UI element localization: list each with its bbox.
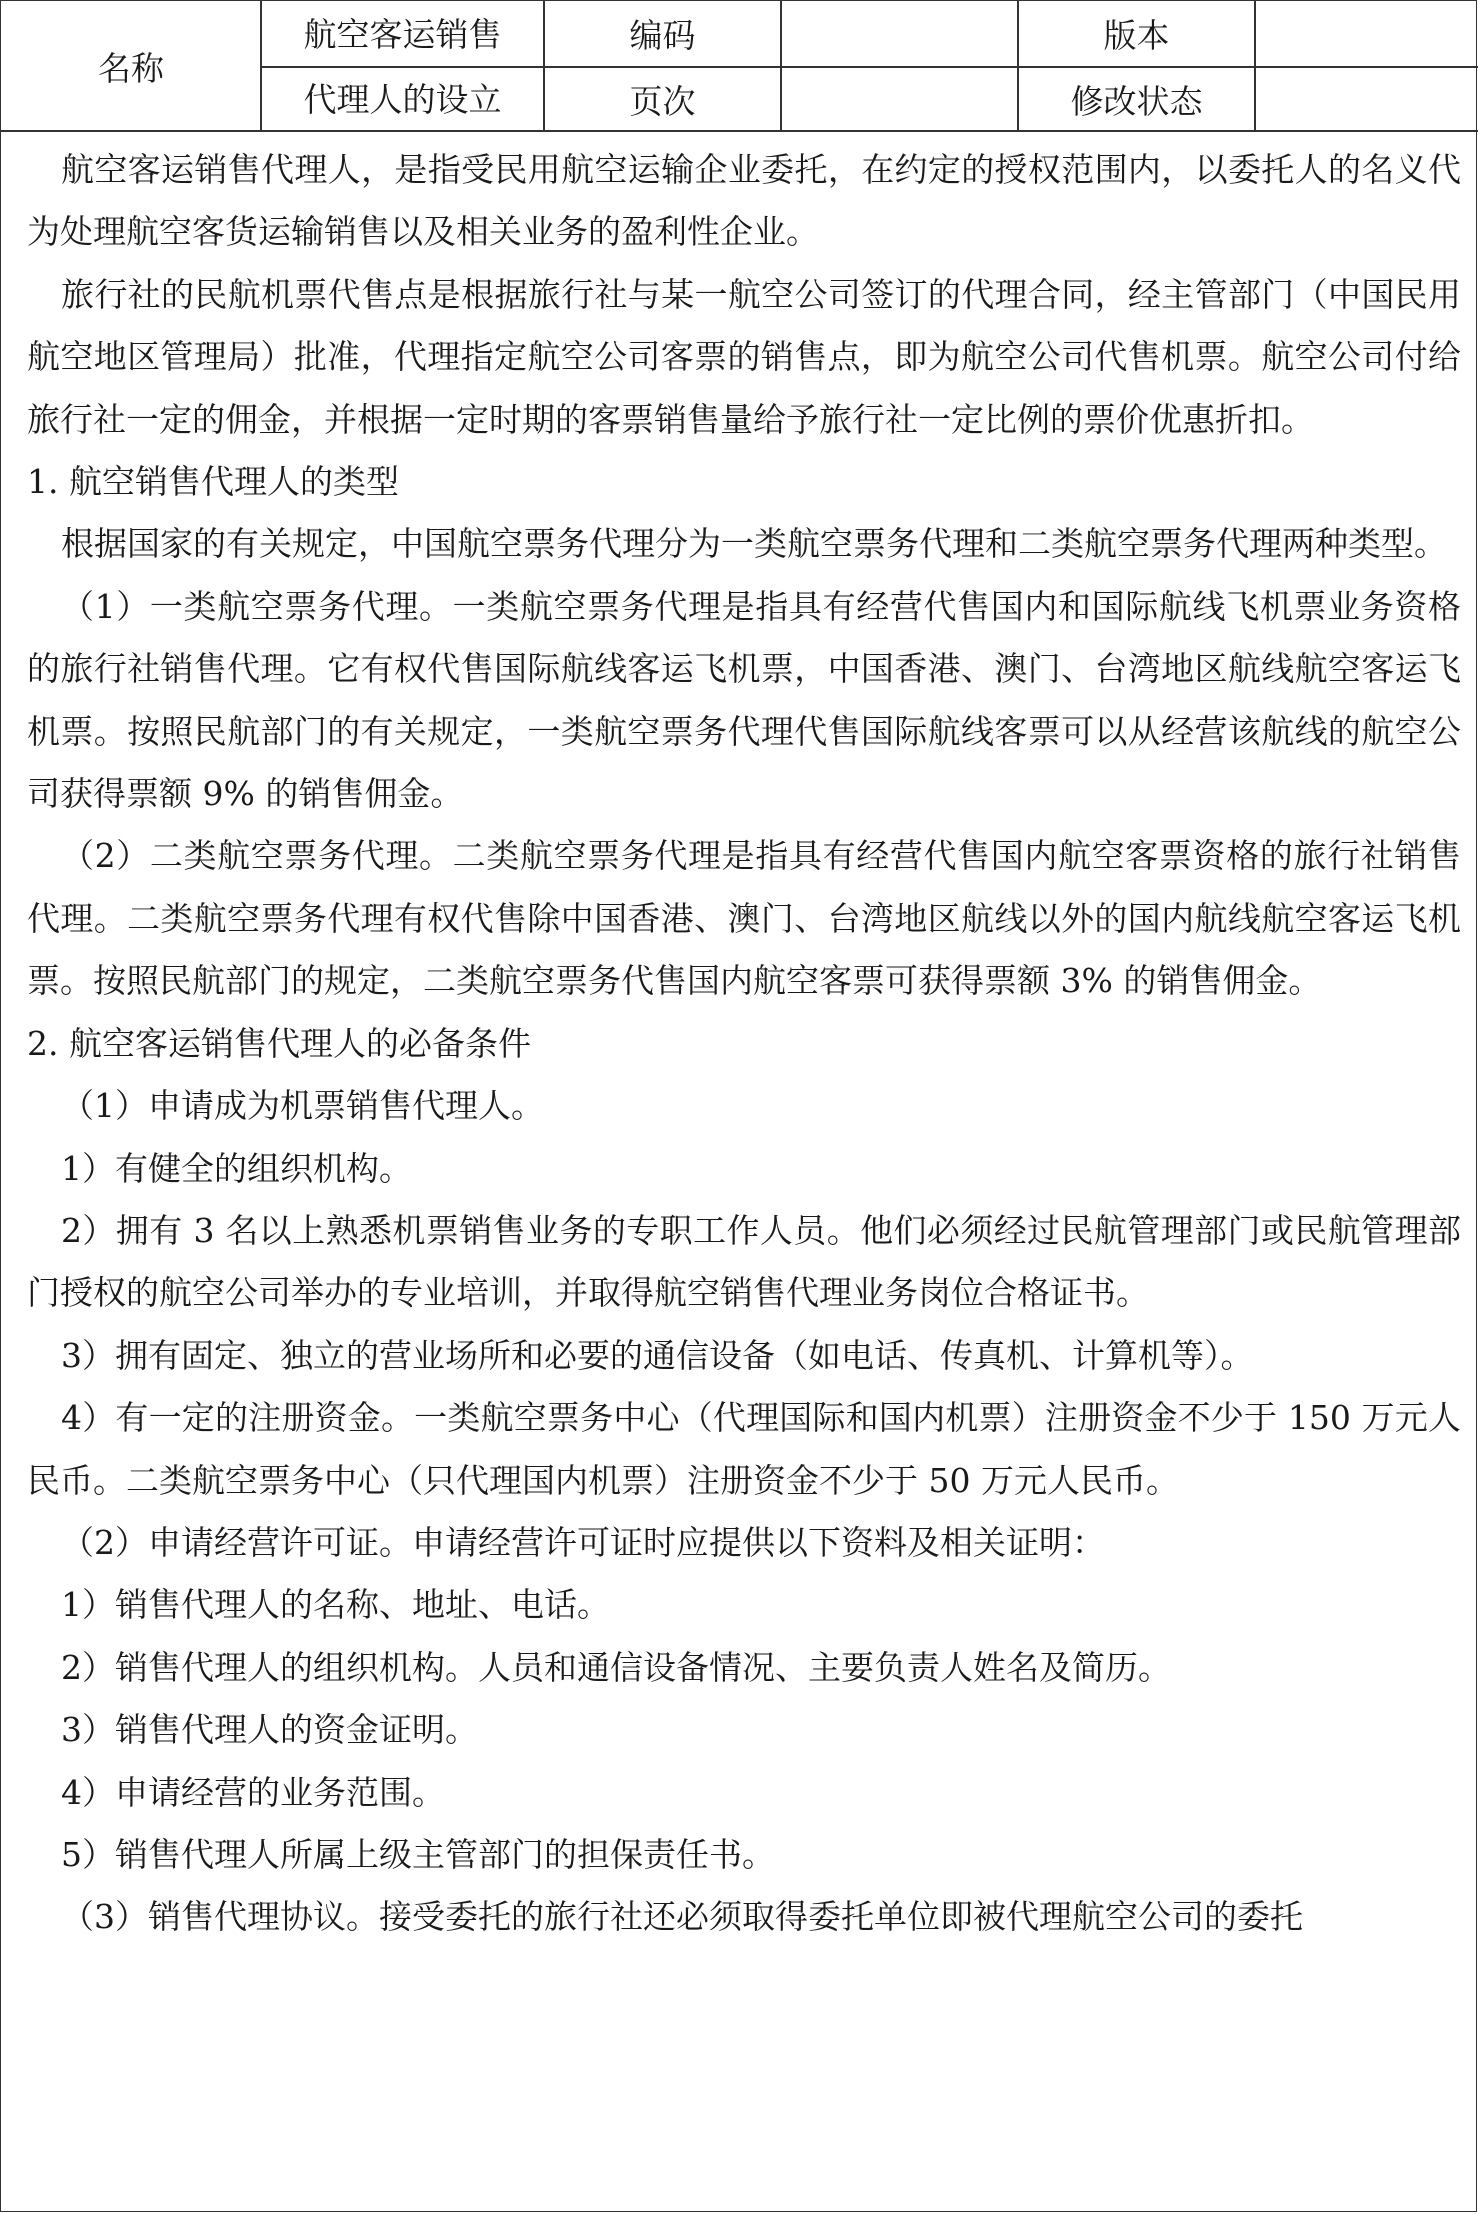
list-item: 1）销售代理人的名称、地址、电话。 [61, 1585, 610, 1625]
paragraph-definition: 航空客运销售代理人，是指受民用航空运输企业委托，在约定的授权范围内，以委托人的名义代为处理航空客货运输销售以及相关业务的盈利性企业。 [27, 150, 1461, 252]
list-item: （2）申请经营许可证。申请经营许可证时应提供以下资料及相关证明： [61, 1522, 1105, 1562]
list-item: （3）销售代理协议。接受委托的旅行社还必须取得委托单位即被代理航空公司的委托 [61, 1897, 1303, 1937]
table-row-divider [261, 66, 1478, 68]
list-item: 1）有健全的组织机构。 [61, 1148, 412, 1188]
list-item: 4）有一定的注册资金。一类航空票务中心（代理国际和国内机票）注册资金不少于 150 万元人民币。二类航空票务中心（只代理国内机票）注册资金不少于 50 万元人民币。 [27, 1398, 1461, 1500]
list-item: 2）拥有 3 名以上熟悉机票销售业务的专职工作人员。他们必须经过民航管理部门或民航管理部门授权的航空公司举办的专业培训，并取得航空销售代理业务岗位合格证书。 [27, 1210, 1461, 1313]
modify-status-value [1255, 66, 1478, 132]
version-value [1255, 1, 1478, 66]
document-title-line-2: 代理人的设立 [303, 79, 502, 119]
section-heading-requirements: 2. 航空客运销售代理人的必备条件 [27, 1023, 531, 1063]
section-heading-types: 1. 航空销售代理人的类型 [27, 462, 399, 502]
paragraph-class-one-agent: （1）一类航空票务代理。一类航空票务代理是指具有经营代售国内和国际航线飞机票业务资格的旅行社销售代理。它有权代售国际航线客运飞机票，中国香港、澳门、台湾地区航线航空客运飞机票。按照民航部门的有关规定，一类航空票务代理代售国际航线客票可以从经营该航线的航空公司获得票额 9% 的销售佣金。 [27, 586, 1461, 814]
document-title-line-1: 航空客运销售 [303, 14, 502, 54]
code-label: 编码 [629, 16, 696, 55]
modify-status-label: 修改状态 [1070, 81, 1203, 121]
page-label: 页次 [629, 81, 696, 121]
document-body [27, 139, 1461, 1949]
list-item: 2）销售代理人的组织机构。人员和通信设备情况、主要负责人姓名及简历。 [61, 1647, 1171, 1687]
list-item: 5）销售代理人所属上级主管部门的担保责任书。 [61, 1834, 775, 1874]
paragraph-class-two-agent: （2）二类航空票务代理。二类航空票务代理是指具有经营代售国内航空客票资格的旅行社销售代理。二类航空票务代理有权代售除中国香港、澳门、台湾地区航线以外的国内航线航空客运飞机票。按照民航部门的规定，二类航空票务代售国内航空客票可获得票额 3% 的销售佣金。 [27, 836, 1461, 1001]
code-value [781, 1, 1018, 66]
list-item: （1）申请成为机票销售代理人。 [61, 1086, 544, 1126]
document-header-table [1, 1, 1478, 132]
page-value [781, 66, 1018, 132]
paragraph-ticket-outlet: 旅行社的民航机票代售点是根据旅行社与某一航空公司签订的代理合同，经主管部门（中国民用航空地区管理局）批准，代理指定航空公司客票的销售点，即为航空公司代售机票。航空公司付给旅行社一定的佣金，并根据一定时期的客票销售量给予旅行社一定比例的票价优惠折扣。 [27, 274, 1461, 439]
version-label: 版本 [1103, 16, 1170, 55]
list-item: 3）销售代理人的资金证明。 [61, 1710, 478, 1750]
list-item: 4）申请经营的业务范围。 [61, 1772, 445, 1812]
list-item: 3）拥有固定、独立的营业场所和必要的通信设备（如电话、传真机、计算机等）。 [61, 1335, 1254, 1375]
paragraph-types-intro: 根据国家的有关规定，中国航空票务代理分为一类航空票务代理和二类航空票务代理两种类型。 [61, 524, 1447, 564]
name-label: 名称 [98, 49, 164, 88]
